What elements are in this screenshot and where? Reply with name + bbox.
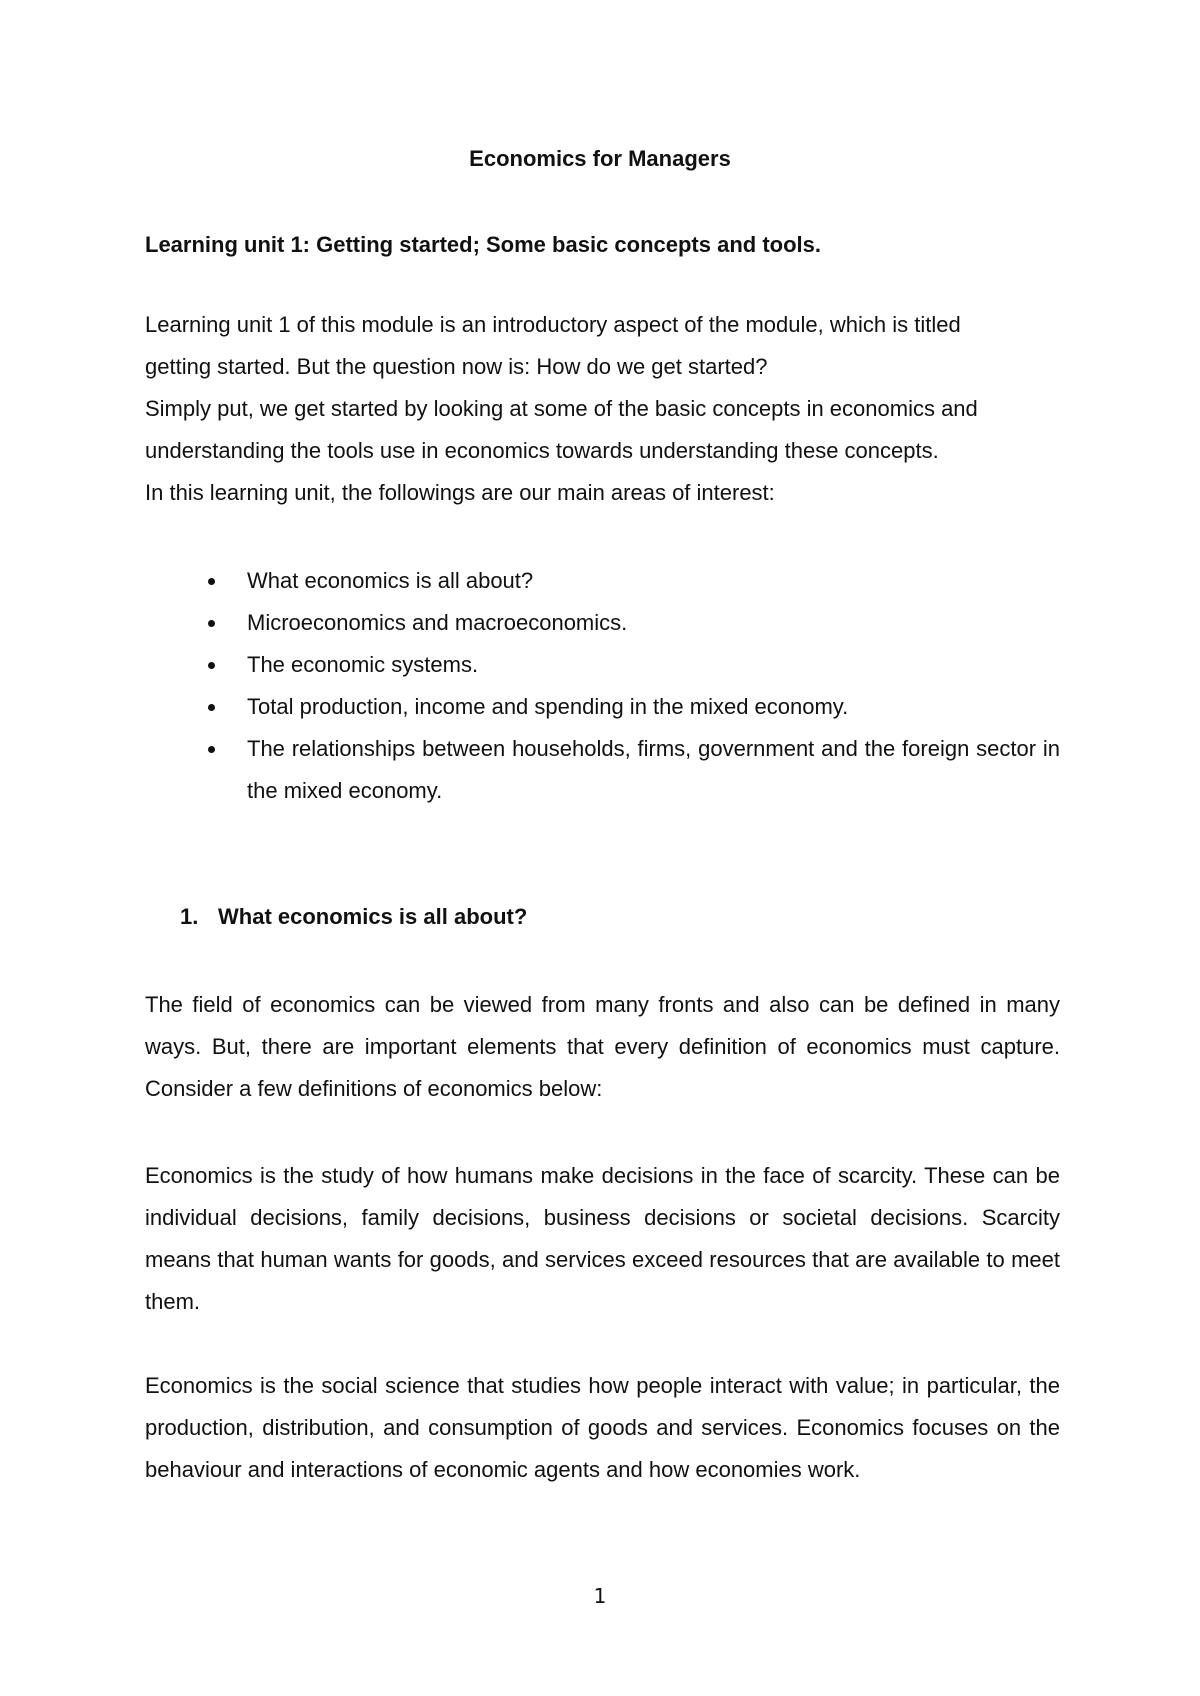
list-item-text: Microeconomics and macroeconomics. bbox=[247, 610, 628, 635]
bullet-icon bbox=[208, 662, 215, 669]
list-item bbox=[145, 602, 1060, 644]
section-number: 1. bbox=[180, 904, 199, 929]
list-item-text: Total production, income and spending in the mixed economy. bbox=[247, 694, 849, 719]
intro-line: getting started. But the question now is: How do we get started? bbox=[145, 354, 768, 379]
paragraph: The field of economics can be viewed from many fronts and also can be defined in many ways. But, there are important elements that every definition of economics must capture. Consider a few definitions of economics below: bbox=[145, 992, 1060, 1101]
section-title: What economics is all about? bbox=[218, 904, 528, 929]
list-item bbox=[145, 560, 1060, 602]
bullet-icon bbox=[208, 704, 215, 711]
paragraph: Economics is the social science that studies how people interact with value; in particular, the production, distribution, and consumption of goods and services. Economics focuses on the behaviour and interactions of economic agents and how economies work. bbox=[145, 1373, 1060, 1482]
page-number: 1 bbox=[593, 1584, 607, 1608]
list-item bbox=[145, 644, 1060, 686]
intro-line: Learning unit 1 of this module is an introductory aspect of the module, which is titled bbox=[145, 312, 961, 337]
document-title: Economics for Managers bbox=[469, 146, 731, 171]
list-item bbox=[145, 686, 1060, 728]
intro-line: In this learning unit, the followings are our main areas of interest: bbox=[145, 480, 775, 505]
intro-line: understanding the tools use in economics towards understanding these concepts. bbox=[145, 438, 939, 463]
list-item-text: The relationships between households, firms, government and the foreign sector in the mixed economy. bbox=[247, 736, 1060, 803]
bullet-icon bbox=[208, 746, 215, 753]
bullet-icon bbox=[208, 578, 215, 585]
list-item-text: The economic systems. bbox=[247, 652, 479, 677]
list-item bbox=[145, 728, 1060, 812]
learning-unit-heading: Learning unit 1: Getting started; Some basic concepts and tools. bbox=[145, 232, 821, 257]
areas-of-interest-list bbox=[145, 560, 1060, 812]
intro-paragraph bbox=[145, 304, 1060, 514]
list-item-text: What economics is all about? bbox=[247, 568, 534, 593]
paragraph: Economics is the study of how humans make decisions in the face of scarcity. These can be individual decisions, family decisions, business decisions or societal decisions. Scarcity means that human wants for goods, and services exceed resources that are available to meet them. bbox=[145, 1163, 1060, 1314]
section-heading bbox=[180, 904, 527, 930]
intro-line: Simply put, we get started by looking at some of the basic concepts in economics and bbox=[145, 396, 978, 421]
bullet-icon bbox=[208, 620, 215, 627]
